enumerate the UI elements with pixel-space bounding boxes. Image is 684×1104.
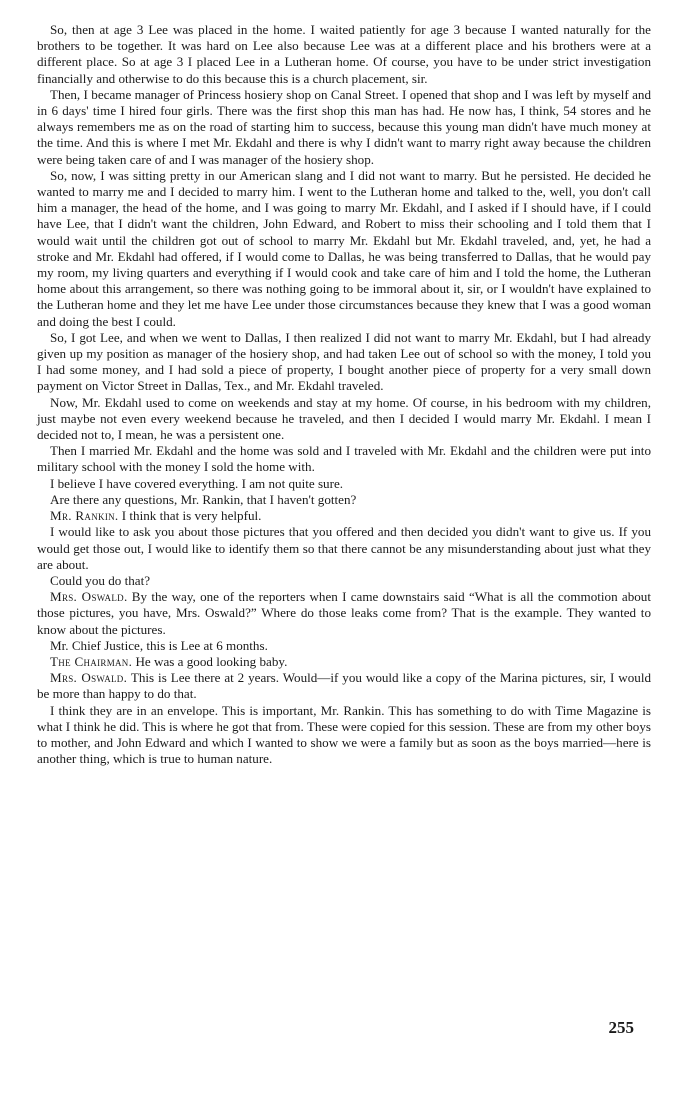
speaker-name: Mrs. Oswald. — [50, 589, 128, 605]
speaker-name: Mr. Rankin. — [50, 508, 119, 524]
speaker-name: The Chairman. — [50, 653, 133, 669]
testimony-paragraph: Mrs. Oswald. This is Lee there at 2 years. Would—if you would like a copy of the Marina pictures, sir, I would be more than happy to do that. — [37, 670, 652, 702]
paragraph: Mr. Chief Justice, this is Lee at 6 months. — [50, 637, 268, 653]
paragraph: Then I married Mr. Ekdahl and the home was sold and I traveled with Mr. Ekdahl and the children were put into military school with the money I sold the home with. — [37, 443, 651, 475]
page-number: 255 — [608, 1018, 634, 1037]
speaker-name: Mrs. Oswald. — [50, 670, 128, 686]
paragraph: Then, I became manager of Princess hosiery shop on Canal Street. I opened that shop and I was left by myself and in 6 days' time I hired four girls. There was the first shop this man has had. He now has, I think, 54 stores and he always remembers me as on the road of starting him to success, because this young man didn't have much money at the time. And this is where I met Mr. Ekdahl and there is why I didn't want to marry right away because the children were being taken care of and I was manager of the hosiery shop. — [37, 86, 651, 167]
paragraph: I would like to ask you about those pictures that you offered and then decided you didn't want to give us. If you would get those out, I would like to identify them so that there cannot be any misunderstanding about just what they are about. — [37, 524, 651, 572]
paragraph: I believe I have covered everything. I am not quite sure. — [50, 475, 344, 491]
paragraph: Could you do that? — [50, 572, 151, 588]
testimony-paragraph: Mr. Rankin. I think that is very helpful. — [50, 508, 262, 524]
paragraph: So, then at age 3 Lee was placed in the home. I waited patiently for age 3 because I wanted naturally for the brothers to be together. It was hard on Lee also because Lee was at a different place and his brothers were at a different place. So at age 3 I placed Lee in a Lutheran home. Of course, you have to be under strict investigation financially and otherwise to do this because this is a church placement, sir. — [37, 22, 651, 86]
paragraph: Are there any questions, Mr. Rankin, that I haven't gotten? — [50, 491, 357, 507]
document-body — [37, 22, 651, 767]
paragraph: So, now, I was sitting pretty in our American slang and I did not want to marry. But he persisted. He decided he wanted to marry me and I decided to marry him. I went to the Lutheran home and talked to the, well, you don't call him a manager, the head of the home, and I was going to marry Mr. Ekdahl, and I asked if I should have, if I could have Lee, that I didn't want the children, John Edward, and Robert to miss their schooling and I told them that I would wait until the children got out of school to marry Mr. Ekdahl but Mr. Ekdahl traveled, and, yet, he had a stroke and Mr. Ekdahl had offered, if I would come to Dallas, he was being transferred to Dallas, that he would pay my room, my living quarters and everything if I would cook and take care of him and I told the home, the Lutheran home about this arrangement, so there was nothing going to be immoral about it, sir, or I wouldn't have explained to the Lutheran home and they let me have Lee under those circumstances because they knew that I was a good woman and doing the best I could. — [37, 167, 651, 329]
paragraph: Now, Mr. Ekdahl used to come on weekends and stay at my home. Of course, in his bedroom with my children, just maybe not even every weekend because he traveled, and then I decided I would marry Mr. Ekdahl. I mean I decided not to, I mean, he was a persistent one. — [37, 394, 651, 443]
testimony-paragraph: Mrs. Oswald. By the way, one of the reporters when I came downstairs said “What is all the commotion about those pictures, you have, Mrs. Oswald?” Where do those leaks come from? That is the example. They wanted to know about the pictures. — [37, 589, 651, 637]
testimony-paragraph: The Chairman. He was a good looking baby. — [50, 653, 288, 669]
paragraph: I think they are in an envelope. This is important, Mr. Rankin. This has something to do with Time Magazine is what I think he did. This is where he got that from. These were copied for this session. These are from my other boys to mother, and John Edward and which I wanted to show we were a family but as soon as the boys married—here is another thing, which is true to human nature. — [37, 702, 651, 767]
paragraph: So, I got Lee, and when we went to Dallas, I then realized I did not want to marry Mr. Ekdahl, but I had already given up my position as manager of the hosiery shop, and had taken Lee out of school so with the money, I told you I had some money, and I had sold a piece of property, I bought another piece of property for a very small down payment on Victor Street in Dallas, Tex., and Mr. Ekdahl traveled. — [37, 329, 651, 394]
